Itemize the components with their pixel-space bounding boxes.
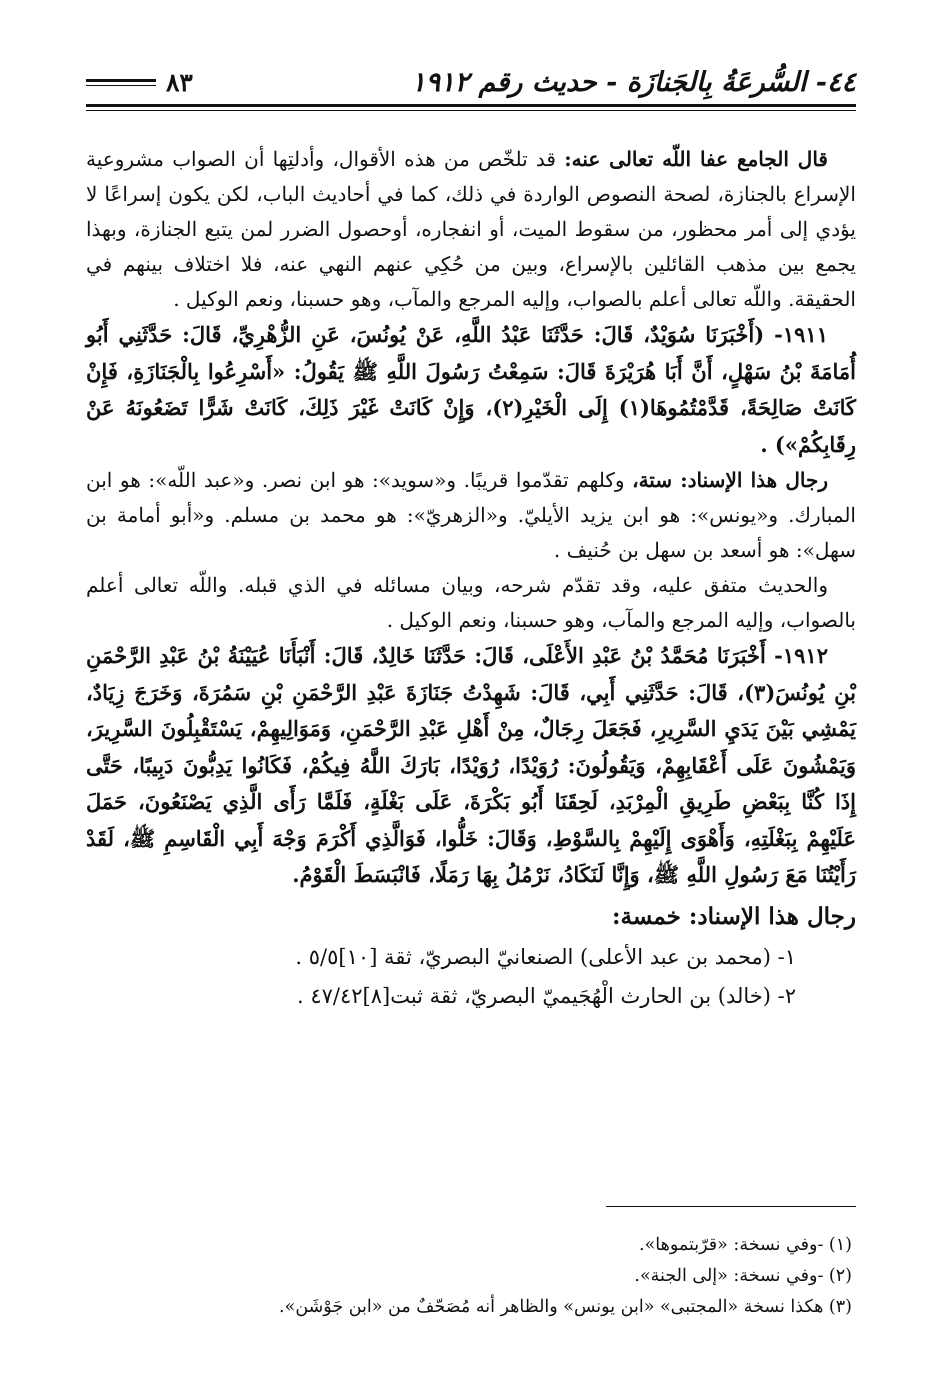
narrator-item: ٢- (خالد) بن الحارث الْهُجَيميّ البصريّ، ثقة ثبت[٨]٤٧/٤٢ . [296,983,796,1008]
footnotes [92,1230,852,1323]
footnote-divider [606,1206,856,1207]
hadith-1911: ١٩١١- (أَخْبَرَنَا سُوَيْدٌ، قَالَ: حَدَّثَنَا عَبْدُ اللَّهِ، عَنْ يُونُسَ، عَنِ الزُّهْرِيِّ، قَالَ: حَدَّثَنِي أَبُو أُمَامَةَ بْنُ سَهْلٍ، أَنَّ أَبَا هُرَيْرَةَ قَالَ: سَمِعْتُ رَسُولَ اللَّهِ ﷺ يَقُولُ: «أَسْرِعُوا بِالْجَنَازَةِ، فَإِنْ كَانَتْ صَالِحَةً، قَدَّمْتُمُوهَا(١) إِلَى الْخَيْرِ(٢)، وَإِنْ كَانَتْ غَيْرَ ذَلِكَ، كَانَتْ شَرًّا تَضَعُونَهُ عَنْ رِقَابِكُمْ») . [86,322,856,457]
page-number-block [86,68,193,97]
footnote: (٢) -وفي نسخة: «إلى الجنة». [634,1266,852,1286]
commentary-paragraph [86,142,856,317]
footnote: (١) -وفي نسخة: «قرّبتموها». [639,1235,852,1255]
narrator-item: ١- (محمد بن عبد الأعلى) الصنعانيّ البصريّ، ثقة [١٠]٥/٥ . [295,944,796,969]
page-header [86,62,856,102]
paragraph-lead: رجال هذا الإسناد: ستة، [632,468,829,492]
paragraph-text: قد تلخّص من هذه الأقوال، وأدلتِها أن الصواب مشروعية الإسراع بالجنازة، لصحة النصوص الواردة في ذلك، كما في أحاديث الباب، لكن يكون إسراعًا لا يؤدي إلى أمر محظور، من سقوط الميت، أو انفجاره، أوحصول الضرر لمن يتبع الجنازة، وبهذا يجمع بين مذهب القائلين بالإسراع، وبين من حُكِي عنهم النهي عنه، فلا اختلاف بينهم في الحقيقة. واللّه تعالى أعلم بالصواب، وإليه المرجع والمآب، وهو حسبنا، ونعم الوكيل . [86,147,856,311]
header-divider [86,104,856,111]
page-number: ٨٣ [166,67,193,97]
page-number-rule [86,79,156,86]
paragraph-lead: قال الجامع عفا اللّه تعالى عنه: [564,147,828,171]
running-title: ٤٤- السُّرعَةُ بِالجَنازَة - حديث رقم ١٩١٢ [411,66,856,98]
narrators-heading: رجال هذا الإسناد: خمسة: [612,902,856,930]
main-text [86,142,856,1016]
narrators-list [86,938,856,1016]
isnad-paragraph [86,463,856,568]
hadith-1912: ١٩١٢- أَخْبَرَنَا مُحَمَّدُ بْنُ عَبْدِ الأَعْلَى، قَالَ: حَدَّثَنَا خَالِدٌ، قَالَ: أَنْبَأَنَا عُيَيْنَةُ بْنُ عَبْدِ الرَّحْمَنِ بْنِ يُونُسَ(٣)، قَالَ: حَدَّثَنِي أَبِي، قَالَ: شَهِدْتُ جَنَازَةَ عَبْدِ الرَّحْمَنِ بْنِ سَمُرَةَ، وَخَرَجَ زِيَادٌ، يَمْشِي بَيْنَ يَدَيِ السَّرِيرِ، فَجَعَلَ رِجَالٌ، مِنْ أَهْلِ عَبْدِ الرَّحْمَنِ، وَمَوَالِيهِمْ، يَسْتَقْبِلُونَ السَّرِيرَ، وَيَمْشُونَ عَلَى أَعْقَابِهِمْ، وَيَقُولُونَ: رُوَيْدًا، رُوَيْدًا، بَارَكَ اللَّهُ فِيكُمْ، فَكَانُوا يَدِبُّونَ دَبِيبًا، حَتَّى إِذَا كُنَّا بِبَعْضِ طَرِيقِ الْمِرْبَدِ، لَحِقَنَا أَبُو بَكْرَةَ، عَلَى بَغْلَةٍ، فَلَمَّا رَأَى الَّذِي يَصْنَعُونَ، حَمَلَ عَلَيْهِمْ بِبَغْلَتِهِ، وَأَهْوَى إِلَيْهِمْ بِالسَّوْطِ، وَقَالَ: خَلُّوا، فَوَالَّذِي أَكْرَمَ وَجْهَ أَبِي الْقَاسِمِ ﷺ، لَقَدْ رَأَيْتُنَا مَعَ رَسُولِ اللَّهِ ﷺ، وَإِنَّا لَنَكَادُ، نَرْمُلُ بِهَا رَمَلًا، فَانْبَسَطَ الْقَوْمُ. [86,643,856,887]
conclusion-paragraph: والحديث متفق عليه، وقد تقدّم شرحه، وبيان مسائله في الذي قبله. واللّه تعالى أعلم بالصواب، وإليه المرجع والمآب، وهو حسبنا، ونعم الوكيل . [86,573,856,632]
footnote: (٣) هكذا نسخة «المجتبى» «ابن يونس» والظاهر أنه مُصَحّفٌ من «ابن جَوْشَن». [279,1297,852,1317]
paragraph-text: وكلهم تقدّموا قريبًا. و«سويد»: هو ابن نصر. و«عبد اللّه»: هو ابن المبارك. و«يونس»: هو ابن يزيد الأيليّ. و«الزهريّ»: هو محمد بن مسلم. و«أبو أمامة بن سهل»: هو أسعد بن سهل بن حُنيف . [86,468,856,562]
